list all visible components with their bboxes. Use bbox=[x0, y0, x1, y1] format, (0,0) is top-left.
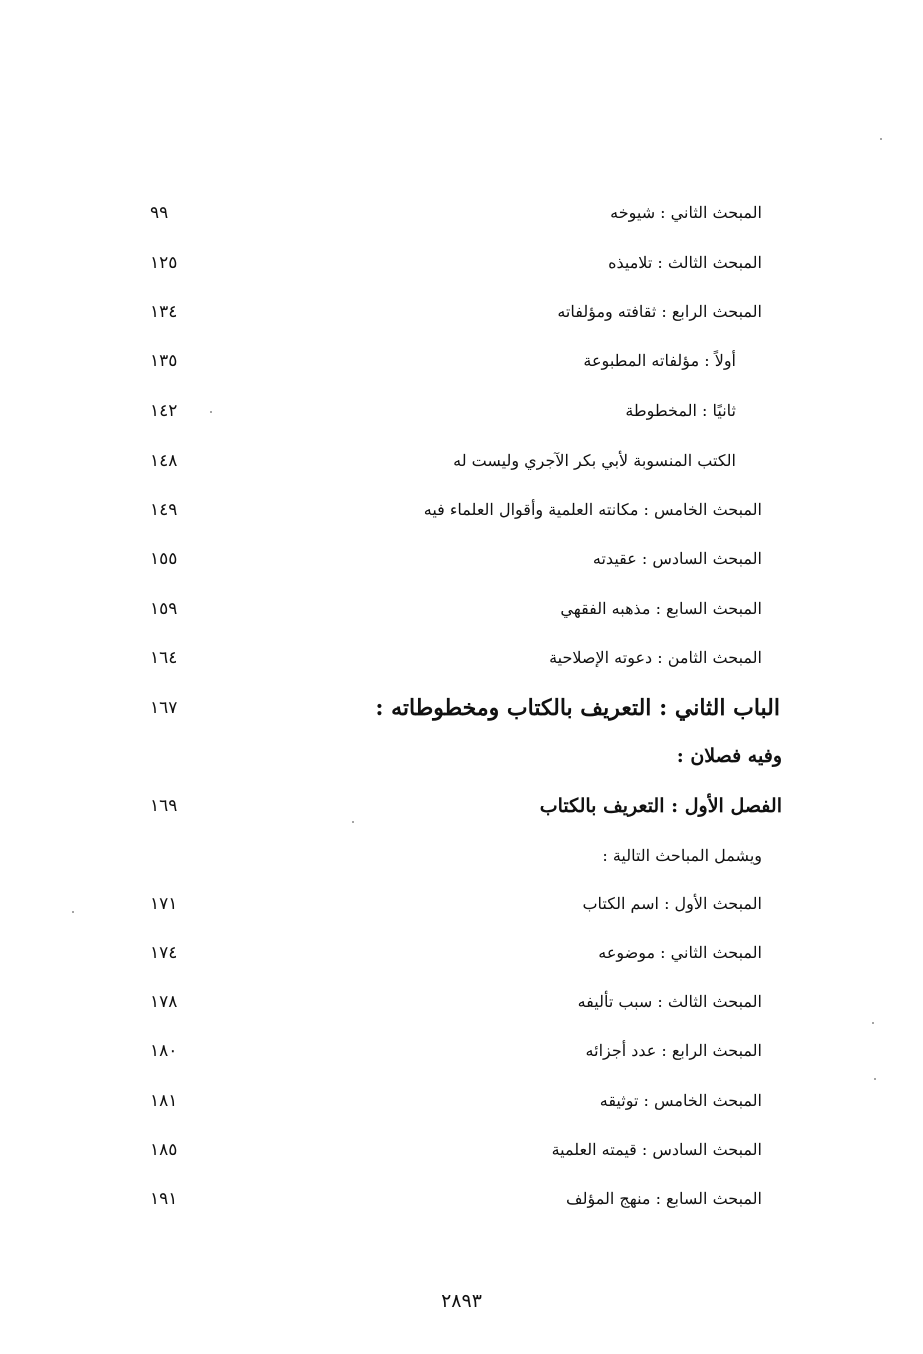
toc-part-heading bbox=[140, 690, 780, 726]
toc-entry-page: ١٣٤ bbox=[150, 302, 178, 322]
toc-entry-page: ١٨٠ bbox=[150, 1041, 178, 1061]
toc-entry-page: ١٦٧ bbox=[150, 698, 178, 718]
toc-entry-title: ويشمل المباحث التالية : bbox=[602, 846, 762, 865]
toc-entry-page: ١٨١ bbox=[150, 1091, 178, 1111]
toc-entry-page: ١٤٩ bbox=[150, 500, 178, 520]
scan-speck bbox=[880, 138, 882, 140]
toc-subheading bbox=[140, 739, 780, 773]
toc-entry-title: الباب الثاني : التعريف بالكتاب ومخطوطاته : bbox=[375, 695, 780, 721]
toc-entry-page: ١٧٨ bbox=[150, 992, 178, 1012]
toc-entry-title: المبحث الثالث : تلاميذه bbox=[608, 253, 762, 272]
toc-entry bbox=[140, 1086, 780, 1116]
toc-entry-page: ١٤٢ bbox=[150, 401, 178, 421]
toc-entry-title: المبحث السابع : مذهبه الفقهي bbox=[560, 599, 762, 618]
toc-entry bbox=[140, 297, 780, 327]
scan-speck bbox=[874, 1078, 876, 1080]
toc-entry-page: ١٩١ bbox=[150, 1189, 178, 1209]
toc-entry bbox=[140, 446, 780, 476]
toc-entry-title: الفصل الأول : التعريف بالكتاب bbox=[539, 795, 782, 817]
toc-entry bbox=[140, 495, 780, 525]
toc-entry bbox=[140, 248, 780, 278]
scan-speck bbox=[72, 911, 74, 913]
toc-entry-page: ١٥٥ bbox=[150, 549, 178, 569]
toc-entry bbox=[140, 938, 780, 968]
scan-speck bbox=[352, 821, 354, 823]
toc-entry-title: المبحث الخامس : توثيقه bbox=[599, 1091, 762, 1110]
toc-entry-title: المبحث الأول : اسم الكتاب bbox=[582, 894, 762, 913]
toc-entry-title: المبحث الرابع : ثقافته ومؤلفاته bbox=[557, 302, 762, 321]
toc-entry-page: ١٤٨ bbox=[150, 451, 178, 471]
toc-entry-title: المبحث السابع : منهج المؤلف bbox=[566, 1189, 762, 1208]
toc-entry-page: ٩٩ bbox=[150, 203, 169, 223]
toc-entry-title: المبحث الرابع : عدد أجزائه bbox=[585, 1041, 762, 1060]
toc-entry bbox=[140, 841, 780, 871]
toc-entry bbox=[140, 643, 780, 673]
toc-entry-page: ١٢٥ bbox=[150, 253, 178, 273]
toc-entry bbox=[140, 346, 780, 376]
toc-entry-title: ثانيًا : المخطوطة bbox=[625, 401, 736, 420]
toc-entry bbox=[140, 987, 780, 1017]
page-number: ٢٨٩٣ bbox=[441, 1290, 482, 1312]
toc-entry-page: ١٧٤ bbox=[150, 943, 178, 963]
toc-entry-page: ١٣٥ bbox=[150, 351, 178, 371]
toc-entry-title: أولاً : مؤلفاته المطبوعة bbox=[583, 351, 736, 370]
toc-entry-page: ١٥٩ bbox=[150, 599, 178, 619]
toc-entry-title: وفيه فصلان : bbox=[676, 745, 782, 767]
toc-entry-title: المبحث الثالث : سبب تأليفه bbox=[577, 992, 762, 1011]
toc-entry-title: المبحث الثاني : موضوعه bbox=[598, 943, 762, 962]
toc-entry-title: المبحث الثامن : دعوته الإصلاحية bbox=[549, 648, 762, 667]
toc-entry bbox=[140, 544, 780, 574]
toc-entry-title: المبحث الثاني : شيوخه bbox=[610, 203, 762, 222]
toc-entry bbox=[140, 1135, 780, 1165]
toc-entry-title: المبحث الخامس : مكانته العلمية وأقوال العلماء فيه bbox=[423, 500, 762, 519]
toc-chapter-heading bbox=[140, 789, 780, 823]
toc-entry bbox=[140, 198, 780, 228]
toc-entry bbox=[140, 1184, 780, 1214]
toc-entry bbox=[140, 1036, 780, 1066]
toc-entry bbox=[140, 889, 780, 919]
toc-entry-page: ١٦٩ bbox=[150, 796, 178, 816]
toc-entry-title: المبحث السادس : قيمته العلمية bbox=[551, 1140, 762, 1159]
toc-entry-page: ١٧١ bbox=[150, 894, 178, 914]
toc-entry bbox=[140, 396, 780, 426]
scan-speck bbox=[872, 1022, 874, 1024]
toc-entry-page: ١٦٤ bbox=[150, 648, 178, 668]
toc-entry-title: الكتب المنسوبة لأبي بكر الآجري وليست له bbox=[453, 451, 736, 470]
scan-speck bbox=[210, 411, 212, 413]
toc-entry-title: المبحث السادس : عقيدته bbox=[592, 549, 762, 568]
toc-entry bbox=[140, 594, 780, 624]
toc-entry-page: ١٨٥ bbox=[150, 1140, 178, 1160]
